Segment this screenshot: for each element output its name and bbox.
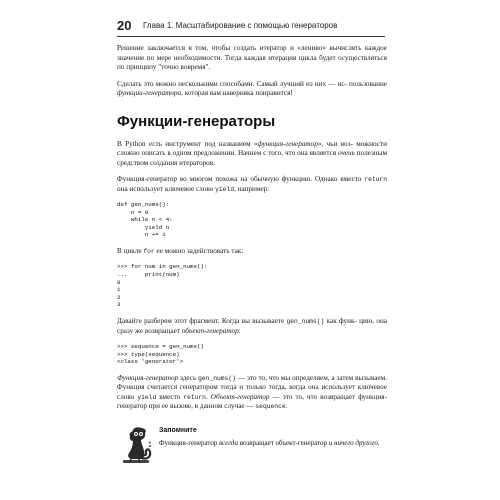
header-rule	[117, 36, 385, 37]
text: В цикле	[117, 246, 144, 255]
inline-code: yield	[137, 393, 157, 401]
paragraph-2	[117, 80, 387, 99]
emphasis: Функция-генератор	[117, 373, 179, 382]
text: .	[205, 392, 211, 401]
inline-code: gen_nums()	[198, 374, 236, 382]
inline-code: yield	[215, 185, 234, 193]
code-block-1: def gen_nums(): n = 0 while n < 4: yield n n += 1	[117, 201, 173, 239]
chapter-title: Глава 1. Масштабирование с помощью генераторов	[143, 21, 338, 30]
note-text	[159, 439, 387, 448]
lemur-icon	[117, 422, 155, 468]
text: она использует ключевое слово	[117, 184, 216, 193]
paragraph-7	[117, 374, 387, 412]
paragraph-1: Решение заключается в том, чтобы создать итератор и «лениво» вычислять каждое значение по мере необходимости. Тогда каждая итерация цикла будет осуществляться по принципу "точно вовремя".	[117, 44, 387, 71]
text: В Python есть инструмент под названием «	[117, 139, 258, 148]
running-header	[117, 18, 387, 38]
text: здесь	[178, 373, 199, 382]
emphasis: функции-генератора	[117, 89, 182, 97]
text: Функция-генератор во многом похожа на обычную функцию. Однако вместо	[117, 175, 365, 183]
text: , которая вам наверняка понравится!	[181, 89, 293, 97]
text: полезным средством создания итераторов.	[117, 149, 388, 167]
text: вместо	[156, 392, 184, 401]
emphasis: функция-генератор	[257, 139, 318, 148]
text: Давайте разберем этот фрагмент. Когда вы вызываете	[117, 317, 287, 326]
code-block-3: >>> sequence = gen_nums() >>> type(sequence) <class 'generator'>	[117, 343, 204, 366]
emphasis: всегда	[219, 439, 238, 448]
text: — это то, что возвращает функция-генератор при ее вызове, в данном случае —	[117, 392, 387, 411]
section-title: Функции-генераторы	[117, 112, 276, 130]
note-title: Запомните	[159, 426, 197, 434]
text: :	[238, 326, 241, 335]
text: .	[285, 402, 288, 411]
paragraph-3	[117, 140, 387, 169]
emphasis: очень	[337, 149, 355, 157]
inline-code: return	[364, 176, 387, 183]
paragraph-5	[117, 247, 387, 257]
emphasis: и ничего другого	[328, 439, 378, 448]
emphasis: объект-генератор	[181, 326, 239, 335]
text: », чьи воз- можности сложно описать в одном предложении. Начнем с того, что она является	[117, 139, 387, 157]
text: — это то, что мы определяем, а затем вызываем. Функция считается генератором тогда и только тогда, когда она использует ключевое слово	[117, 373, 387, 401]
inline-code: return	[183, 393, 206, 401]
text: Функция-генератор	[159, 439, 220, 448]
inline-code: for	[143, 247, 155, 255]
code-block-2: >>> for num in gen_nums(): ... print(num) 0 1 2 3	[117, 263, 208, 309]
emphasis: Объект-генератор	[210, 392, 270, 401]
text: , например:	[234, 184, 270, 193]
text: Сделать это можно несколькими способами. Самый лучший из них — ис- пользование	[117, 79, 387, 88]
text: ее можно задействовать так:	[154, 246, 244, 255]
text: возвращает объект-генератор	[237, 439, 329, 448]
inline-code: sequence	[255, 403, 286, 411]
text: .	[377, 439, 380, 448]
remember-note	[117, 426, 387, 472]
inline-code: gen_nums()	[286, 318, 325, 326]
page-number: 20	[117, 18, 132, 33]
page-content	[117, 44, 387, 472]
paragraph-4	[117, 175, 387, 194]
text: как функ- цию, она сразу же возвращает	[117, 317, 387, 335]
paragraph-6	[117, 317, 387, 336]
